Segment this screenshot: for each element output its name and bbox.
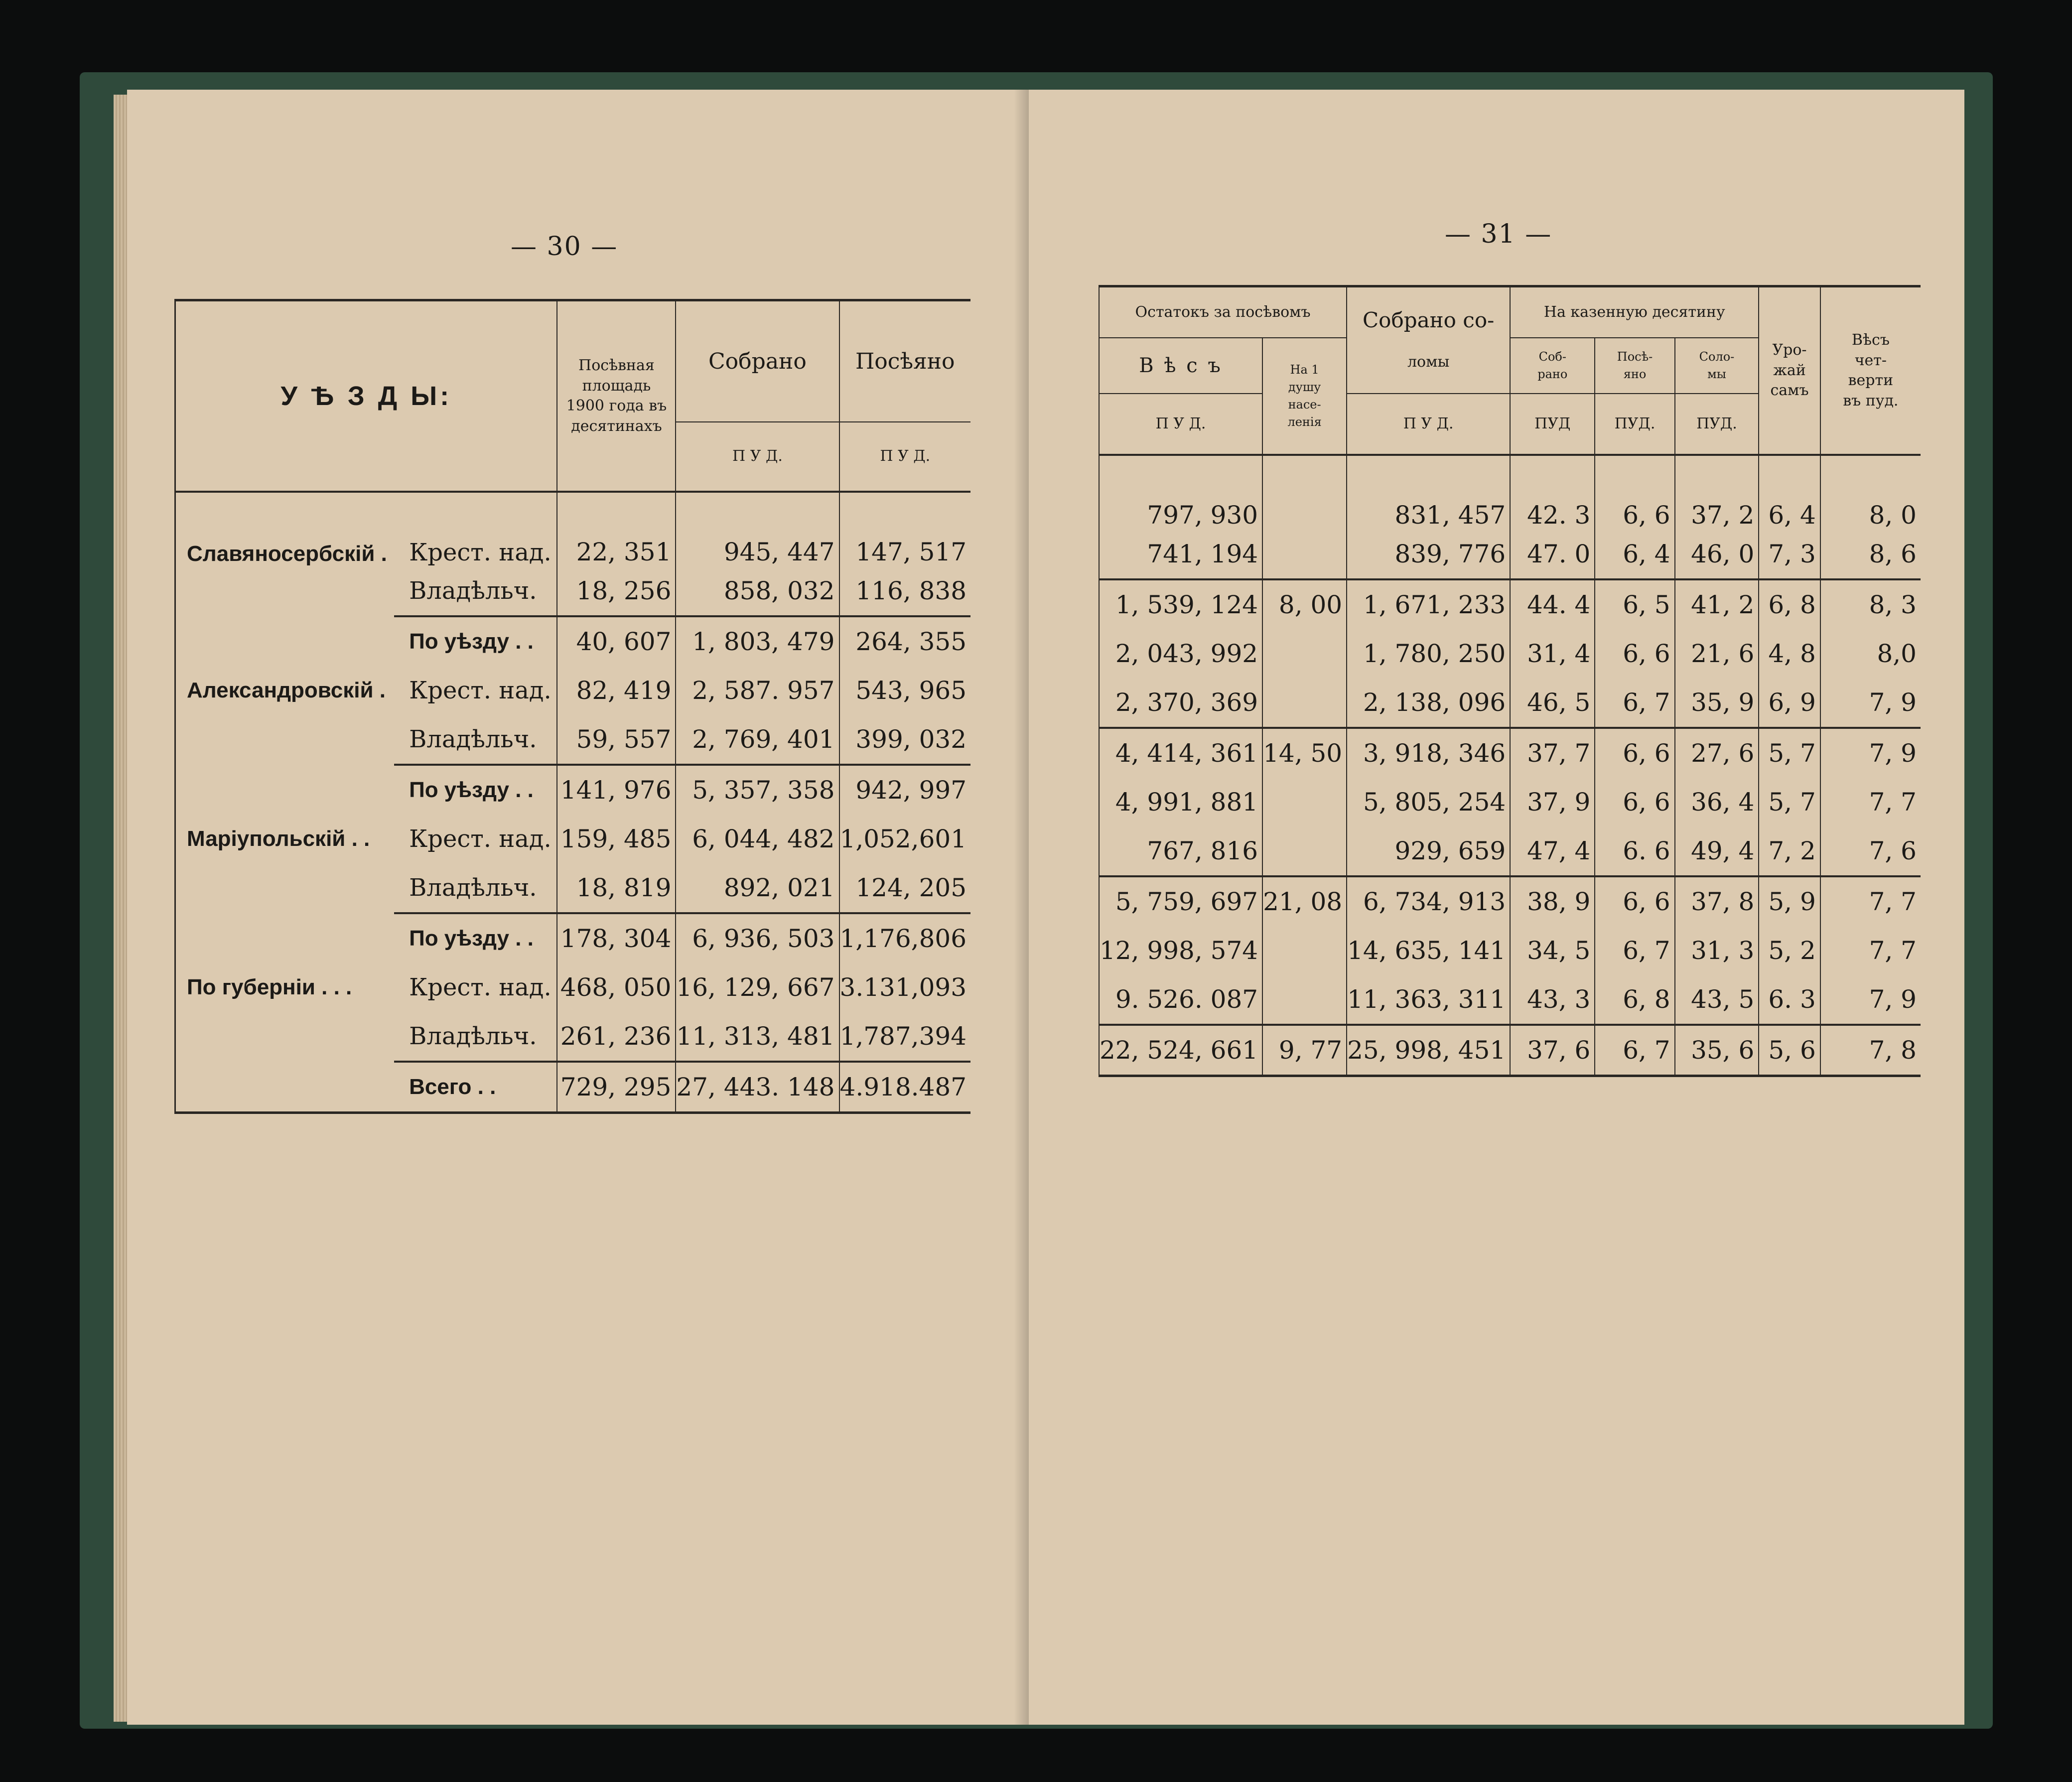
straw-d-unit: ПУД. xyxy=(1675,394,1759,455)
row-collected: 5, 357, 358 xyxy=(676,765,839,815)
row-label: По уѣзду . . xyxy=(394,913,557,963)
sown-unit: П У Д. xyxy=(839,422,971,492)
right-header-row-1 xyxy=(1099,286,1921,338)
left-table-row xyxy=(175,963,971,1012)
left-table-body xyxy=(175,492,971,1113)
row-label: Владѣльч. xyxy=(409,874,537,902)
row-straw-d: 37, 8 xyxy=(1675,876,1759,926)
row-sown: 3.131,093 xyxy=(839,963,971,1012)
row-yield: 7, 3 xyxy=(1759,530,1820,579)
row-sown: 543, 965 xyxy=(839,666,971,715)
row-straw-d: 35, 9 xyxy=(1675,678,1759,728)
row-collected: 2, 769, 401 xyxy=(676,715,839,765)
row-sown: 4.918.487 xyxy=(839,1062,971,1113)
left-table-row xyxy=(175,1062,971,1113)
page-number-left: — 30 — xyxy=(511,232,618,262)
area-header-line: площадь xyxy=(582,377,651,395)
row-weight: 5, 759, 697 xyxy=(1099,876,1262,926)
left-header-row-1 xyxy=(175,300,971,422)
row-chetvert: 8, 3 xyxy=(1820,579,1921,629)
row-per-soul xyxy=(1262,826,1347,876)
row-collected: 6, 044, 482 xyxy=(676,815,839,863)
row-weight: 9. 526. 087 xyxy=(1099,975,1262,1025)
row-label: Крест. над. xyxy=(409,677,552,704)
sown-d-header xyxy=(1595,338,1674,394)
row-sown-d: 6, 6 xyxy=(1595,728,1674,778)
row-weight: 1, 539, 124 xyxy=(1099,579,1262,629)
sown-d-header-line: яно xyxy=(1623,367,1647,381)
row-group-label xyxy=(175,616,395,666)
left-table xyxy=(174,299,970,1114)
row-group-label xyxy=(175,1012,395,1062)
row-straw: 11, 363, 311 xyxy=(1347,975,1510,1025)
row-sown-d: 6. 6 xyxy=(1595,826,1674,876)
row-straw-d: 41, 2 xyxy=(1675,579,1759,629)
row-chetvert: 7, 9 xyxy=(1820,728,1921,778)
left-table-row xyxy=(175,815,971,863)
page-number-right: — 31 — xyxy=(1445,219,1552,249)
row-chetvert: 7, 7 xyxy=(1820,926,1921,975)
per-desyatina-header: На казенную десятину xyxy=(1510,286,1759,338)
left-table-row xyxy=(175,566,971,616)
row-chetvert: 8,0 xyxy=(1820,629,1921,678)
straw-header xyxy=(1347,286,1510,394)
row-straw-d: 37, 2 xyxy=(1675,455,1759,530)
row-yield: 6. 3 xyxy=(1759,975,1820,1025)
collected-header: Собрано xyxy=(676,300,839,422)
row-weight: 12, 998, 574 xyxy=(1099,926,1262,975)
row-collected-d: 34, 5 xyxy=(1510,926,1595,975)
row-straw-d: 43, 5 xyxy=(1675,975,1759,1025)
left-table-row xyxy=(175,765,971,815)
row-straw-d: 49, 4 xyxy=(1675,826,1759,876)
row-sown: 1,176,806 xyxy=(839,913,971,963)
row-collected-d: 47. 0 xyxy=(1510,530,1595,579)
row-sown: 1,052,601 xyxy=(839,815,971,863)
row-area: 40, 607 xyxy=(557,616,676,666)
row-collected: 2, 587. 957 xyxy=(676,666,839,715)
row-group-label: Славяносербскій . xyxy=(187,542,387,566)
row-straw-d: 31, 3 xyxy=(1675,926,1759,975)
remainder-header: Остатокъ за посѣвомъ xyxy=(1099,286,1347,338)
chetvert-header-line: въ пуд. xyxy=(1843,392,1899,410)
row-group-label xyxy=(175,566,395,616)
row-collected: 1, 803, 479 xyxy=(676,616,839,666)
row-per-soul xyxy=(1262,678,1347,728)
row-collected: 16, 129, 667 xyxy=(676,963,839,1012)
row-sown-d: 6, 6 xyxy=(1595,629,1674,678)
districts-header: У Ѣ З Д Ы: xyxy=(175,300,557,492)
row-collected-d: 44. 4 xyxy=(1510,579,1595,629)
row-area: 178, 304 xyxy=(557,913,676,963)
row-weight: 4, 991, 881 xyxy=(1099,778,1262,826)
row-collected-d: 37, 6 xyxy=(1510,1025,1595,1076)
row-yield: 6, 8 xyxy=(1759,579,1820,629)
row-straw-d: 46, 0 xyxy=(1675,530,1759,579)
row-per-soul: 14, 50 xyxy=(1262,728,1347,778)
right-table-row xyxy=(1099,530,1921,579)
left-table-row xyxy=(175,913,971,963)
row-sown-d: 6, 8 xyxy=(1595,975,1674,1025)
row-sown-d: 6, 6 xyxy=(1595,876,1674,926)
row-label: Владѣльч. xyxy=(409,725,537,753)
row-sown: 147, 517 xyxy=(839,492,971,566)
row-chetvert: 8, 6 xyxy=(1820,530,1921,579)
left-page xyxy=(127,90,1030,1725)
row-sown-d: 6, 7 xyxy=(1595,678,1674,728)
row-group-label xyxy=(175,863,395,913)
row-sown-d: 6, 6 xyxy=(1595,455,1674,530)
row-per-soul xyxy=(1262,778,1347,826)
row-area: 141, 976 xyxy=(557,765,676,815)
row-collected-d: 47, 4 xyxy=(1510,826,1595,876)
row-yield: 5, 7 xyxy=(1759,778,1820,826)
row-yield: 4, 8 xyxy=(1759,629,1820,678)
row-chetvert: 8, 0 xyxy=(1820,455,1921,530)
row-straw: 831, 457 xyxy=(1347,455,1510,530)
per-soul-header-line: насе- xyxy=(1288,398,1321,411)
yield-header-line: самъ xyxy=(1770,382,1809,400)
sown-header: Посѣяно xyxy=(839,300,971,422)
row-straw-d: 21, 6 xyxy=(1675,629,1759,678)
chetvert-header xyxy=(1820,286,1921,455)
area-header-line: десятинахъ xyxy=(571,417,662,435)
row-collected-d: 37, 9 xyxy=(1510,778,1595,826)
row-label: Всего . . xyxy=(394,1062,557,1113)
row-straw: 1, 780, 250 xyxy=(1347,629,1510,678)
row-straw-d: 36, 4 xyxy=(1675,778,1759,826)
row-sown: 399, 032 xyxy=(839,715,971,765)
left-table-row xyxy=(175,1012,971,1062)
row-straw-d: 35, 6 xyxy=(1675,1025,1759,1076)
row-weight: 2, 370, 369 xyxy=(1099,678,1262,728)
per-soul-header-line: На 1 xyxy=(1290,363,1319,377)
left-table-row xyxy=(175,616,971,666)
row-per-soul: 21, 08 xyxy=(1262,876,1347,926)
right-table-row xyxy=(1099,629,1921,678)
right-table-row xyxy=(1099,579,1921,629)
row-yield: 6, 4 xyxy=(1759,455,1820,530)
straw-d-header-line: Соло- xyxy=(1699,350,1735,364)
row-chetvert: 7, 7 xyxy=(1820,876,1921,926)
row-collected: 892, 021 xyxy=(676,863,839,913)
right-table-row xyxy=(1099,826,1921,876)
row-collected-d: 31, 4 xyxy=(1510,629,1595,678)
row-group-label: По губерніи . . . xyxy=(187,975,352,999)
row-yield: 6, 9 xyxy=(1759,678,1820,728)
collected-unit: П У Д. xyxy=(676,422,839,492)
area-header-line: Посѣвная xyxy=(578,357,655,374)
per-soul-header-line: душу xyxy=(1288,380,1321,395)
collected-d-header xyxy=(1510,338,1595,394)
right-table-row xyxy=(1099,876,1921,926)
left-table-row xyxy=(175,492,971,566)
collected-d-header-line: Соб- xyxy=(1538,350,1566,364)
row-chetvert: 7, 9 xyxy=(1820,678,1921,728)
row-collected: 945, 447 xyxy=(676,492,839,566)
row-straw: 839, 776 xyxy=(1347,530,1510,579)
row-weight: 4, 414, 361 xyxy=(1099,728,1262,778)
right-table-row xyxy=(1099,1025,1921,1076)
right-table-row xyxy=(1099,975,1921,1025)
row-weight: 797, 930 xyxy=(1099,455,1262,530)
row-per-soul: 8, 00 xyxy=(1262,579,1347,629)
right-table-row xyxy=(1099,678,1921,728)
row-per-soul xyxy=(1262,629,1347,678)
row-straw-d: 27, 6 xyxy=(1675,728,1759,778)
collected-d-unit: ПУД xyxy=(1510,394,1595,455)
row-sown: 942, 997 xyxy=(839,765,971,815)
row-yield: 5, 6 xyxy=(1759,1025,1820,1076)
row-label: Крест. над. xyxy=(409,973,552,1001)
row-collected-d: 46, 5 xyxy=(1510,678,1595,728)
row-collected: 11, 313, 481 xyxy=(676,1012,839,1062)
row-area: 159, 485 xyxy=(557,815,676,863)
weight-unit: П У Д. xyxy=(1099,394,1262,455)
row-sown: 116, 838 xyxy=(839,566,971,616)
row-area: 18, 819 xyxy=(557,863,676,913)
right-table-row xyxy=(1099,455,1921,530)
row-straw: 1, 671, 233 xyxy=(1347,579,1510,629)
row-sown-d: 6, 5 xyxy=(1595,579,1674,629)
row-sown-d: 6, 7 xyxy=(1595,926,1674,975)
row-weight: 22, 524, 661 xyxy=(1099,1025,1262,1076)
row-straw: 2, 138, 096 xyxy=(1347,678,1510,728)
row-area: 82, 419 xyxy=(557,666,676,715)
row-per-soul xyxy=(1262,926,1347,975)
per-soul-header xyxy=(1262,338,1347,455)
area-header-line: 1900 года въ xyxy=(566,397,667,414)
row-label: Крест. над. xyxy=(409,539,552,566)
row-straw: 6, 734, 913 xyxy=(1347,876,1510,926)
row-per-soul xyxy=(1262,530,1347,579)
row-straw: 929, 659 xyxy=(1347,826,1510,876)
row-area: 468, 050 xyxy=(557,963,676,1012)
row-label: По уѣзду . . xyxy=(394,616,557,666)
row-weight: 741, 194 xyxy=(1099,530,1262,579)
yield-header-line: Уро- xyxy=(1772,341,1807,359)
row-label: Владѣльч. xyxy=(409,1022,537,1050)
row-yield: 5, 2 xyxy=(1759,926,1820,975)
row-yield: 5, 9 xyxy=(1759,876,1820,926)
row-group-label xyxy=(175,765,395,815)
yield-header-line: жай xyxy=(1773,361,1806,379)
row-group-label: Александровскій . xyxy=(187,678,386,702)
row-chetvert: 7, 6 xyxy=(1820,826,1921,876)
row-group-label: Маріупольскій . . xyxy=(187,826,370,851)
row-per-soul: 9, 77 xyxy=(1262,1025,1347,1076)
chetvert-header-line: чет- xyxy=(1854,351,1887,369)
weight-header: В ѣ с ъ xyxy=(1099,338,1262,394)
straw-header-line: Собрано со- xyxy=(1363,308,1495,333)
row-weight: 2, 043, 992 xyxy=(1099,629,1262,678)
left-table-row xyxy=(175,863,971,913)
row-collected-d: 43, 3 xyxy=(1510,975,1595,1025)
row-straw: 5, 805, 254 xyxy=(1347,778,1510,826)
row-straw: 14, 635, 141 xyxy=(1347,926,1510,975)
row-group-label xyxy=(175,913,395,963)
row-sown-d: 6, 7 xyxy=(1595,1025,1674,1076)
row-sown: 1,787,394 xyxy=(839,1012,971,1062)
row-per-soul xyxy=(1262,455,1347,530)
row-chetvert: 7, 7 xyxy=(1820,778,1921,826)
right-table-row xyxy=(1099,728,1921,778)
row-collected: 858, 032 xyxy=(676,566,839,616)
row-collected-d: 42. 3 xyxy=(1510,455,1595,530)
row-collected-d: 38, 9 xyxy=(1510,876,1595,926)
right-page xyxy=(1029,90,1964,1725)
straw-unit: П У Д. xyxy=(1347,394,1510,455)
sown-d-unit: ПУД. xyxy=(1595,394,1674,455)
collected-d-header-line: рано xyxy=(1537,367,1568,381)
chetvert-header-line: Вѣсъ xyxy=(1851,331,1890,349)
row-area: 18, 256 xyxy=(557,566,676,616)
row-sown-d: 6, 6 xyxy=(1595,778,1674,826)
row-label: По уѣзду . . xyxy=(394,765,557,815)
row-per-soul xyxy=(1262,975,1347,1025)
row-area: 59, 557 xyxy=(557,715,676,765)
area-header xyxy=(557,300,676,492)
row-collected: 27, 443. 148 xyxy=(676,1062,839,1113)
row-area: 729, 295 xyxy=(557,1062,676,1113)
yield-header xyxy=(1759,286,1820,455)
chetvert-header-line: верти xyxy=(1848,372,1894,389)
straw-header-line: ломы xyxy=(1407,353,1450,371)
right-table xyxy=(1099,285,1921,1077)
right-table-row xyxy=(1099,778,1921,826)
row-yield: 7, 2 xyxy=(1759,826,1820,876)
row-straw: 3, 918, 346 xyxy=(1347,728,1510,778)
row-area: 261, 236 xyxy=(557,1012,676,1062)
straw-d-header xyxy=(1675,338,1759,394)
row-yield: 5, 7 xyxy=(1759,728,1820,778)
row-chetvert: 7, 8 xyxy=(1820,1025,1921,1076)
row-label: Крест. над. xyxy=(409,825,552,853)
right-table-row xyxy=(1099,926,1921,975)
left-table-row xyxy=(175,715,971,765)
row-sown-d: 6, 4 xyxy=(1595,530,1674,579)
left-table-row xyxy=(175,666,971,715)
row-collected-d: 37, 7 xyxy=(1510,728,1595,778)
row-collected: 6, 936, 503 xyxy=(676,913,839,963)
row-sown: 264, 355 xyxy=(839,616,971,666)
row-chetvert: 7, 9 xyxy=(1820,975,1921,1025)
page-edges xyxy=(114,95,129,1722)
straw-d-header-line: мы xyxy=(1707,367,1726,381)
row-straw: 25, 998, 451 xyxy=(1347,1025,1510,1076)
sown-d-header-line: Посѣ- xyxy=(1617,350,1653,364)
row-sown: 124, 205 xyxy=(839,863,971,913)
row-label: Владѣльч. xyxy=(409,577,537,605)
row-group-label xyxy=(175,715,395,765)
right-table-body xyxy=(1099,455,1921,1076)
per-soul-header-line: ленія xyxy=(1287,414,1322,429)
row-group-label xyxy=(175,1062,395,1113)
row-weight: 767, 816 xyxy=(1099,826,1262,876)
row-area: 22, 351 xyxy=(557,492,676,566)
